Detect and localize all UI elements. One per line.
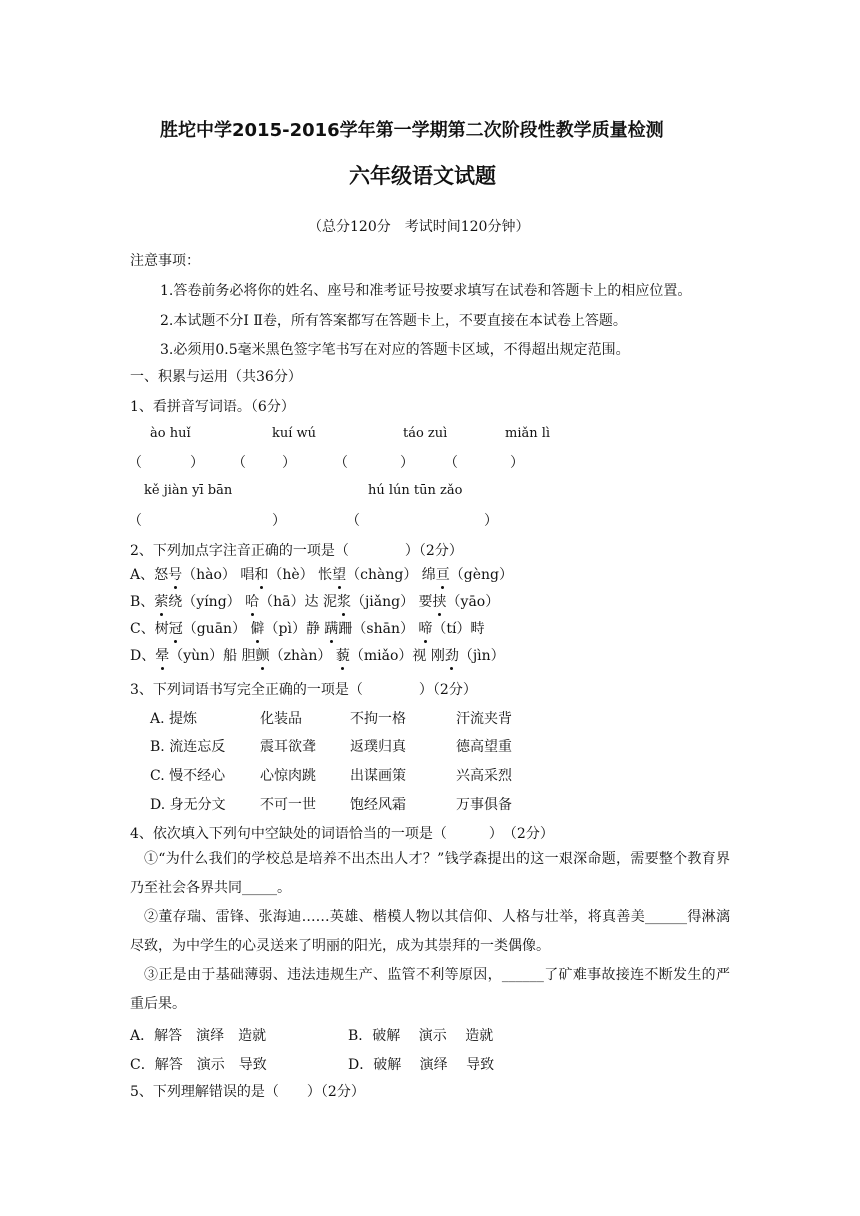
- word-option: 化装品: [260, 711, 302, 727]
- exam-subtitle: 六年级语文试题: [349, 164, 496, 188]
- option-d: [130, 645, 505, 665]
- note-item: 3.必须用0.5毫米黑色签字笔书写在对应的答题卡区域，不得超出规定范围。: [160, 342, 630, 358]
- dotted-char: 藐: [336, 645, 350, 665]
- dotted-char: 晕: [155, 645, 169, 665]
- option-c: C．解答 演示 导致: [130, 1057, 267, 1073]
- dotted-char: 劲: [445, 645, 459, 665]
- dotted-char: 浆: [337, 591, 351, 611]
- pinyin: kuí wú: [272, 426, 317, 441]
- option-b: [130, 591, 499, 611]
- section-heading: 一、积累与运用（共36分）: [130, 369, 302, 385]
- score-time-info: （总分120分 考试时间120分钟）: [308, 219, 530, 235]
- text: （pì）静: [264, 621, 325, 637]
- text: （zhàn）: [269, 648, 336, 664]
- text: （hè） 怅: [268, 567, 333, 583]
- pinyin: miǎn lì: [505, 426, 551, 441]
- text: 跚（shān）: [338, 621, 419, 637]
- word-option: D. 身无分文: [150, 797, 226, 813]
- answer-bracket-close: ）: [272, 513, 286, 529]
- text: 绕（yíng）: [168, 594, 246, 610]
- dotted-char: 号: [168, 564, 182, 584]
- text: （jìn）: [458, 648, 505, 664]
- dotted-char: 蹒: [324, 618, 338, 638]
- option-c: [130, 618, 485, 638]
- option-b: B．破解 演示 造就: [348, 1028, 494, 1044]
- option-a: [130, 564, 513, 584]
- word-option: 汗流夹背: [456, 711, 512, 727]
- answer-bracket-close: ）: [190, 455, 204, 471]
- question-3-stem: 3、下列词语书写完全正确的一项是（ ）（2分）: [130, 682, 477, 698]
- answer-bracket-open: （: [128, 455, 142, 471]
- text: C、树: [130, 621, 169, 637]
- text: （yāo）: [446, 594, 500, 610]
- answer-bracket-close: ）: [400, 455, 414, 471]
- answer-bracket-open: （: [346, 513, 360, 529]
- word-option: 不可一世: [260, 797, 316, 813]
- question-4-stem: 4、依次填入下列句中空缺处的词语恰当的一项是（ ） （2分）: [130, 826, 554, 842]
- answer-bracket-open: （: [444, 455, 458, 471]
- word-option: 心惊肉跳: [260, 768, 316, 784]
- pinyin: ào huǐ: [150, 426, 191, 441]
- pinyin: táo zuì: [403, 426, 448, 441]
- pinyin: kě jiàn yī bān: [144, 483, 233, 498]
- dotted-char: 挟: [433, 591, 447, 611]
- dotted-char: 僻: [251, 618, 265, 638]
- word-option: 不拘一格: [350, 711, 406, 727]
- question-1-stem: 1、看拼音写词语。（6分）: [130, 399, 295, 415]
- word-option: 震耳欲聋: [260, 739, 316, 755]
- answer-bracket-open: （: [232, 455, 246, 471]
- word-option: 返璞归真: [350, 739, 406, 755]
- option-a: A．解答 演绎 造就: [130, 1028, 267, 1044]
- text: D、: [130, 648, 156, 664]
- answer-bracket-close: ）: [510, 455, 524, 471]
- text: （hā）达 泥: [259, 594, 337, 610]
- text: A、怒: [130, 567, 169, 583]
- text: B、: [130, 594, 155, 610]
- dotted-char: 哈: [245, 591, 259, 611]
- answer-bracket-open: （: [334, 455, 348, 471]
- sentence-1: ①“为什么我们的学校总是培养不出杰出人才？”钱学森提出的这一艰深命题，需要整个教育界乃至社会各界共同_____。: [130, 851, 730, 896]
- word-option: B. 流连忘反: [150, 739, 226, 755]
- word-option: 出谋画策: [350, 768, 406, 784]
- text: （gèng）: [449, 567, 514, 583]
- answer-bracket-open: （: [128, 513, 142, 529]
- text: （hào） 唱: [182, 567, 255, 583]
- sentence-3: ③正是由于基础薄弱、违法违规生产、监管不利等原因，______了矿难事故接连不断发生的严重后果。: [130, 967, 730, 1012]
- note-item: 1.答卷前务必将你的姓名、座号和准考证号按要求填写在试卷和答题卡上的相应位置。: [160, 283, 692, 299]
- answer-bracket-close: ）: [484, 513, 498, 529]
- dotted-char: 和: [254, 564, 268, 584]
- dotted-char: 啼: [418, 618, 432, 638]
- dotted-char: 冠: [169, 618, 183, 638]
- text: （jiǎng） 要: [350, 594, 433, 610]
- word-option: C. 慢不经心: [150, 768, 226, 784]
- question-5-stem: 5、下列理解错误的是（ ）（2分）: [130, 1084, 365, 1100]
- question-2-stem: 2、下列加点字注音正确的一项是（ ）（2分）: [130, 543, 463, 559]
- dotted-char: 望: [332, 564, 346, 584]
- word-option: 万事俱备: [456, 797, 512, 813]
- note-item: 2.本试题不分Ⅰ Ⅱ卷，所有答案都写在答题卡上，不要直接在本试卷上答题。: [160, 313, 627, 329]
- notes-heading: 注意事项：: [130, 253, 200, 269]
- word-option: 饱经风霜: [350, 797, 406, 813]
- text: （yùn）船 胆: [169, 648, 256, 664]
- answer-bracket-close: ）: [282, 455, 296, 471]
- text: （chàng） 绵: [346, 567, 436, 583]
- dotted-char: 颤: [256, 645, 270, 665]
- word-option: A. 提炼: [150, 711, 198, 727]
- exam-title: 胜坨中学2015-2016学年第一学期第二次阶段性教学质量检测: [160, 120, 664, 141]
- text: （miǎo）视 刚: [349, 648, 445, 664]
- sentence-2: ②董存瑞、雷锋、张海迪……英雄、楷模人物以其信仰、人格与壮举，将真善美______得淋漓尽致，为中学生的心灵送来了明丽的阳光，成为其崇拜的一类偶像。: [130, 909, 730, 954]
- word-option: 德高望重: [456, 739, 512, 755]
- text: （tí）畤: [432, 621, 485, 637]
- pinyin: hú lún tūn zǎo: [368, 483, 463, 498]
- text: （guān）: [182, 621, 251, 637]
- dotted-char: 萦: [154, 591, 168, 611]
- word-option: 兴高采烈: [456, 768, 512, 784]
- option-d: D．破解 演绎 导致: [348, 1057, 495, 1073]
- dotted-char: 亘: [436, 564, 450, 584]
